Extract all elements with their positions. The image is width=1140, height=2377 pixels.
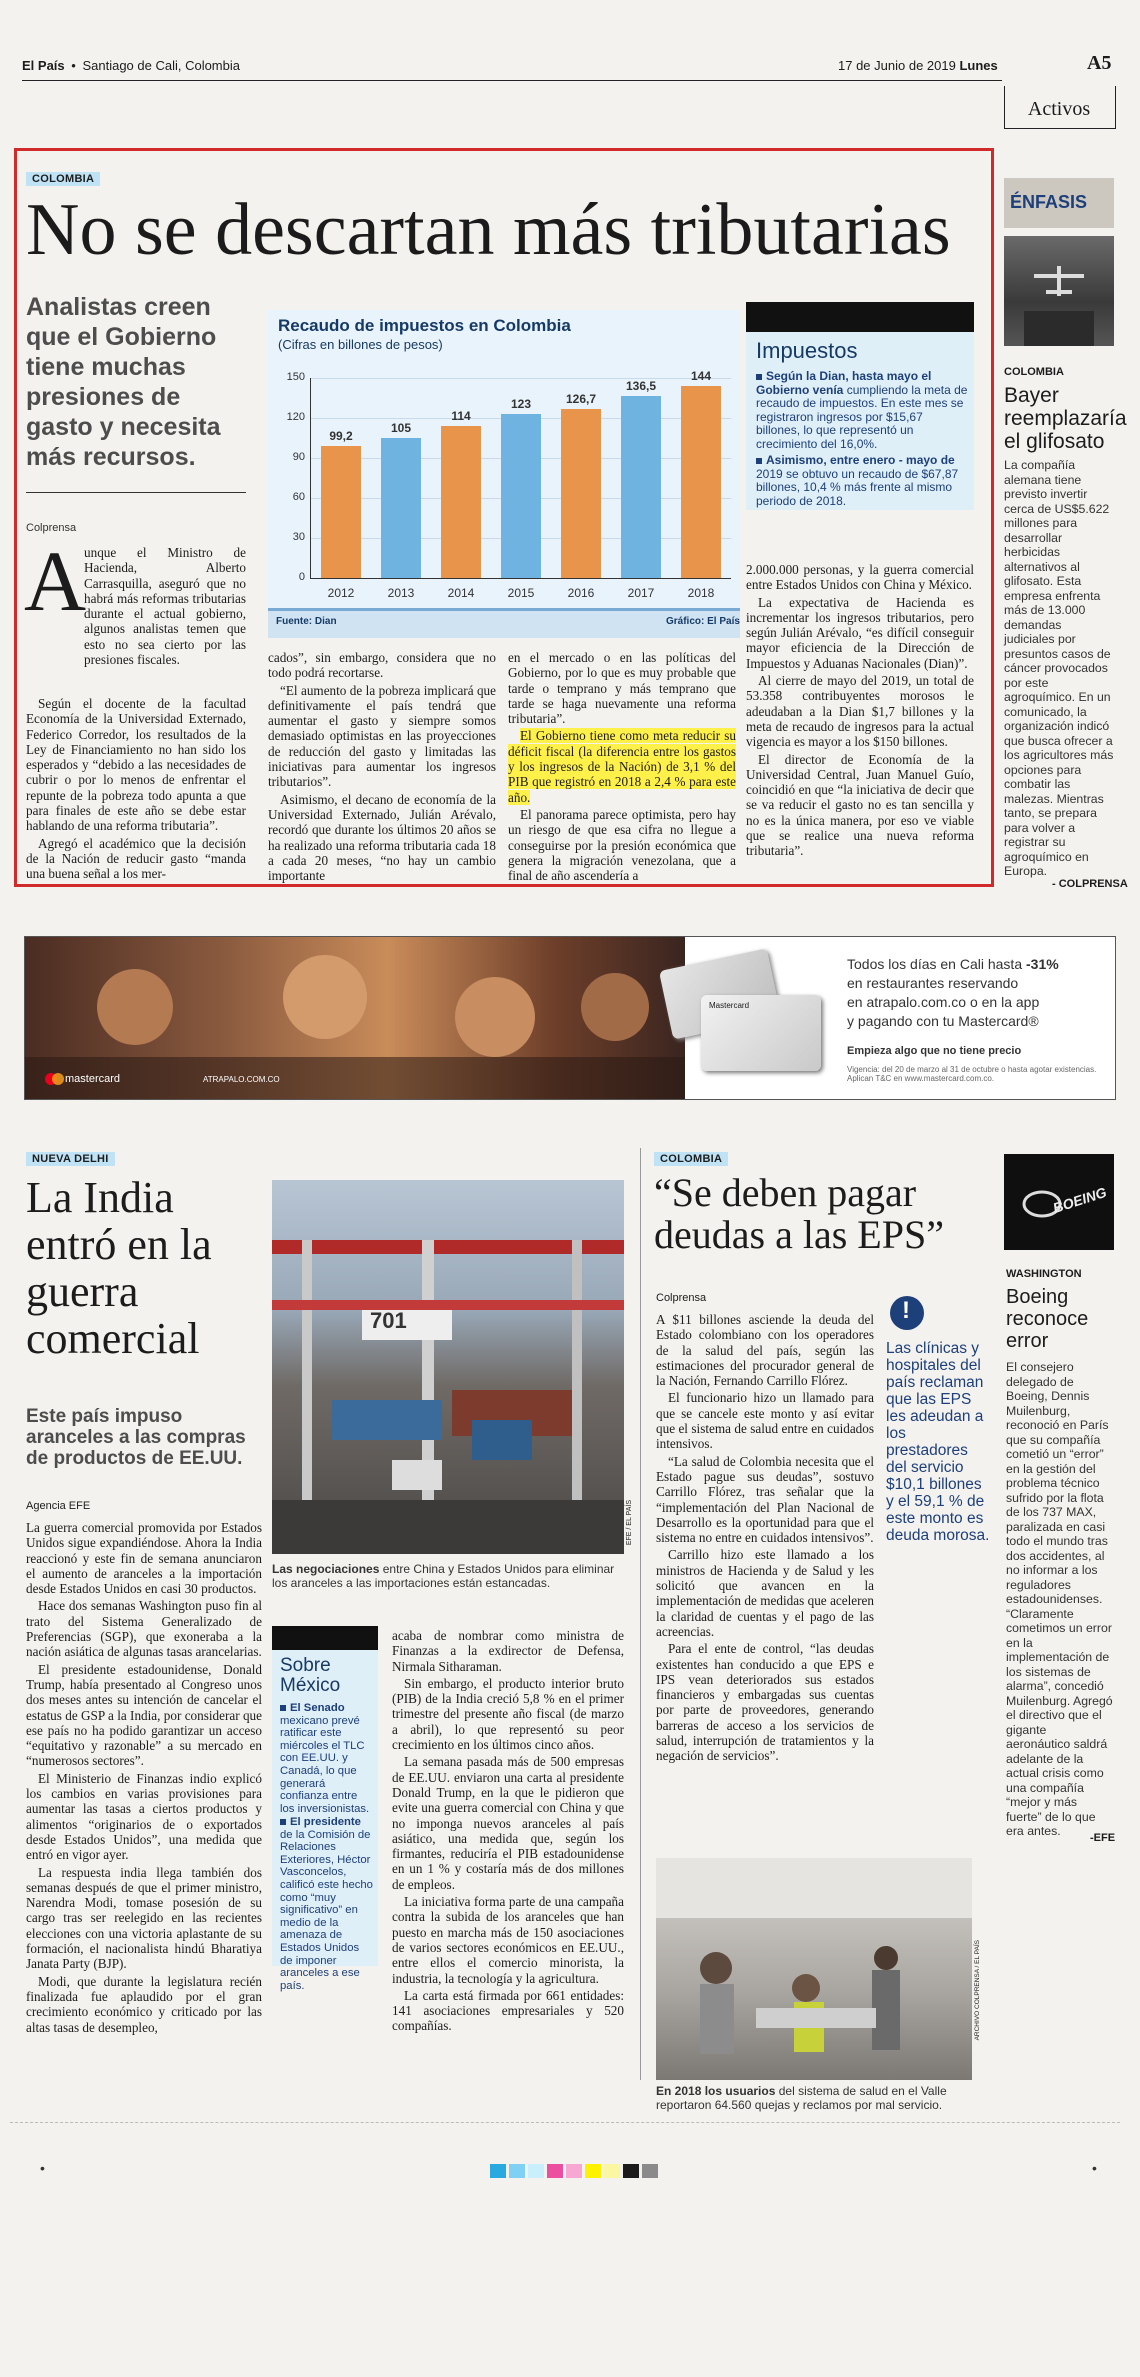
x-tick-label: 2018 xyxy=(687,586,715,600)
paragraph: Agregó el académico que la decisión de la Nación de reducir gasto “manda una buena señal a los mer- xyxy=(26,835,246,882)
ad-tagline: Empieza algo que no tiene precio xyxy=(847,1045,1022,1057)
color-swatch xyxy=(623,2164,639,2178)
boeing-tag: WASHINGTON xyxy=(1006,1268,1082,1280)
color-swatch xyxy=(604,2164,620,2178)
y-tick-label: 150 xyxy=(286,371,305,383)
advertisement[interactable] xyxy=(24,936,1116,1100)
color-swatch xyxy=(566,2164,582,2178)
paragraph: El panorama parece optimista, pero hay un riesgo de que esa cifra no llegue a conseguirse por la presión económica que genera la migración venezolana, que a final de año ascendería a xyxy=(508,806,736,884)
registration-mark: • xyxy=(40,2160,45,2176)
bar xyxy=(561,409,601,578)
chart-plot-area xyxy=(286,369,731,600)
color-registration-bar xyxy=(490,2164,658,2178)
ad-copy: Todos los días en Cali hasta -31% en restaurantes reservando en atrapalo.com.co o en la app y pagando con tu Mastercard® xyxy=(847,956,1059,1029)
x-tick-label: 2017 xyxy=(627,586,655,600)
date: 17 de Junio de 2019 xyxy=(838,58,956,73)
india-column-2: acaba de nombrar como ministra de Finanzas a la exdirector de Defensa, Nirmala Sitharaman. Sin embargo, el producto interior bruto (PIB) de la India creció 5,8 % en el primer trimestre del presente año fiscal (de marzo a abril), lo que representó su peor crecimiento en los últimos cinco años. La semana pasada más de 500 empresas de EE.UU. enviaron una carta al presidente Donald Trump, en la que le pidieron que evite una guerra comercial con China y que no imponga nuevos aranceles al país asiático, una medida que, según los firmantes, reduciría el PIB estadounidense en un 1 % y costaría más de dos millones de empleos. La iniciativa forma parte de una campaña contra la subida de los aranceles que han puesto en marcha más de 150 asociaciones de varios sectores económicos en EE.UU., entre ellos el comercio minorista, la industria, la tecnología y la agricultura. La carta está firmada por 661 entidades: 141 asociaciones empresariales y 520 compañías. xyxy=(392,1628,624,2034)
impuestos-box xyxy=(746,302,974,510)
exclamation-icon: ! xyxy=(890,1296,924,1330)
x-tick-label: 2015 xyxy=(507,586,535,600)
article-column-4 xyxy=(746,562,974,861)
color-swatch xyxy=(585,2164,601,2178)
bar-value-label: 126,7 xyxy=(565,392,597,407)
bar-value-label: 99,2 xyxy=(329,428,353,443)
column-divider xyxy=(640,1148,641,2080)
y-tick-label: 60 xyxy=(292,491,305,503)
subhead: Analistas creen que el Gobierno tiene muchas presiones de gasto y necesita más recursos. xyxy=(26,293,221,471)
card-brand: Mastercard xyxy=(709,1001,750,1010)
subhead-rule xyxy=(26,492,246,493)
boeing-body: El consejero delegado de Boeing, Dennis Muilenburg, reconoció en París que su compañía cometió un “error” en la gestión del problema técnico sufrido por la flota de los 737 MAX, paralizada en casi todo el mundo tras dos accidentes, al no informar a los reguladores estadounidenses. “Claramente cometimos un error en la implementación de los sistemas de alarma”, concedió Muilenburg. Agregó el directivo que el gigante aeronáutico saldrá adelante de la actual crisis como una compañía “mejor y más fuerte” de lo que era antes. xyxy=(1006,1360,1113,1838)
eps-column: A $11 billones asciende la deuda del Estado colombiano con los operadores de la salud del país, según las estimaciones del procurador general de la Nación, Fernando Carrillo Flórez. El funcionario hizo un llamado para que se cancele este monto y así evitar que el sistema de salud entre en cuidados intensivos. “La salud de Colombia necesita que el Estado pague sus deudas”, sostuvo Carrillo Flórez, tras señalar que la “implementación del Plan Nacional de Desarrollo es la oportunidad para que el sistema no entre en cuidados intensivos”. Carrillo hizo este llamado a los ministros de Hacienda y de Salud y les solicitó que avancen en la implementación de medidas que aceleren la claridad de cuentas y el pago de las acreencias. Para el ente de control, “las deudas existentes han conducido a que EPS e IPS vean deteriorados sus estados financieros y embargadas sus cuentas por parte de proveedores, generando barreras de acceso a los servicios de salud, interrupción de tratamientos y la negación de servicios”. xyxy=(656,1312,874,1764)
article-column-1 xyxy=(26,696,246,884)
paragraph: en el mercado o en las políticas del Gobierno, por lo que es muy probable que tarde o temprano y más temprano que tarde se haga nuevamente una reforma tributaria”. xyxy=(508,650,736,727)
chart-subtitle: (Cifras en billones de pesos) xyxy=(278,337,443,352)
atrapalo-logo: ATRAPALO.COM.CO xyxy=(203,1075,280,1084)
boeing-logo-photo xyxy=(1004,1154,1114,1250)
plane-icon xyxy=(1004,236,1114,346)
weekday: Lunes xyxy=(959,58,998,73)
ad-fine-print: Vigencia: del 20 de marzo al 31 de octubre o hasta agotar existencias. Aplican T&C en www.mastercard.com.co. xyxy=(847,1065,1097,1083)
eps-photo xyxy=(656,1858,972,2080)
enfasis-tag: COLOMBIA xyxy=(1004,366,1064,378)
bar-value-label: 105 xyxy=(390,421,412,435)
eps-tag: COLOMBIA xyxy=(654,1152,728,1166)
india-caption: Las negociaciones entre China y Estados Unidos para eliminar los aranceles a las importaciones están estancadas. xyxy=(272,1562,615,1590)
y-tick-label: 30 xyxy=(292,531,305,543)
bullet-icon xyxy=(756,458,762,464)
registration-mark: • xyxy=(1092,2160,1097,2176)
port-cranes-illustration xyxy=(272,1180,624,1554)
mastercard-logo-text: mastercard xyxy=(65,1073,121,1085)
mexico-bullet-1: El Senado mexicano prevé ratificar este miércoles el TLC con EE.UU. y Canadá, lo que generará confianza entre los inversionistas. xyxy=(280,1702,370,1815)
paragraph: El director de Economía de la Universidad Central, Juan Manuel Guío, coincidió en que “la iniciativa de decir que se va reducir el gasto no es tan sencilla y no es la única manera, por eso ve viable que se realice una nueva reforma tributaria”. xyxy=(746,751,974,859)
bar xyxy=(501,414,541,578)
bar-value-label: 144 xyxy=(690,369,712,383)
india-byline: Agencia EFE xyxy=(26,1500,91,1512)
enfasis-photo xyxy=(1004,236,1114,346)
bar-value-label: 114 xyxy=(451,409,471,423)
section-tag: COLOMBIA xyxy=(26,172,100,186)
eps-pullquote: Las clínicas y hospitales del país reclaman que las EPS les adeudan a los prestadores del servicio $10,1 billones y el 59,1 % de este monto es deuda morosa. xyxy=(886,1340,990,1544)
trim-line xyxy=(10,2122,1120,2123)
bullet-icon xyxy=(280,1819,286,1825)
chart-source: Fuente: Dian xyxy=(276,616,337,627)
color-swatch xyxy=(490,2164,506,2178)
paragraph: Al cierre de mayo del 2019, un total de 53.358 contribuyentes morosos le adeudaban a la Dian $1,7 billones y la meta de recaudo de ingresos para la actual vigencia es mayor a los $150 billones. xyxy=(746,673,974,750)
eps-photo-credit: ARCHIVO COLPRENSA / EL PAÍS xyxy=(974,1940,981,2041)
x-tick-label: 2016 xyxy=(567,586,595,600)
byline: Colprensa xyxy=(26,522,77,534)
paragraph: cados”, sin embargo, considera que no todo podrá recortarse. xyxy=(268,650,496,681)
paragraph: La expectativa de Hacienda es incrementar los ingresos tributarios, pero según Julián Arévalo, “es difícil conseguir mayor eficiencia de la Dirección de Impuestos y Aduanas Nacionales (Dian)”. xyxy=(746,594,974,671)
india-column-1: La guerra comercial promovida por Estados Unidos sigue expandiéndose. Ahora la India reaccionó y este fin de semana anunciaron el aumento de aranceles a la importación desde Estados Unidos en casi 30 productos. Hace dos semanas Washington puso fin al trato del Sistema Generalizado de Preferencias (SGP), que exoneraba a la nación asiática de algunas tasas arancelarias. El presidente estadounidense, Donald Trump, había presentado al Congreso unos dos meses antes su intención de cancelar el estatus de GSP a la India, por considerar que ese país no ha podido garantizar un acceso “equitativo y razonable” a su mercado en “numerosos sectores”. El Ministerio de Finanzas indio explicó los cambios en varias provisiones para aumentar las tasas a ciertos productos y alimentos “originarios de o exportados desde Estados Unidos”, una medida que entró en vigor ayer. La respuesta india llega también dos semanas después de que el primer ministro, Narendra Modi, tomase posesión de su cargo tras ser reelegido en las recientes elecciones con una victoria aplastante de su formación, el nacionalista hindú Bharatiya Janata Party (BJP). Modi, que durante la legislatura recién finalizada fue aplaudido por el gran crecimiento económico y criticado por las altas tasas de desempleo, xyxy=(26,1520,262,2035)
bar xyxy=(441,426,481,578)
x-tick-label: 2014 xyxy=(447,586,475,600)
india-headline: La India entró en la guerra comercial xyxy=(26,1173,212,1363)
color-swatch xyxy=(509,2164,525,2178)
mexico-bullet-2: El presidente de la Comisión de Relaciones Exteriores, Héctor Vasconcelos, calificó este hecho como “muy significativo” en medio de la amenaza de Estados Unidos de imponer aranceles a ese país. xyxy=(280,1816,373,1992)
y-tick-label: 0 xyxy=(298,571,305,583)
article-column-3 xyxy=(508,650,736,885)
india-subhead: Este país impuso aranceles a las compras de productos de EE.UU. xyxy=(26,1406,246,1469)
chart-credit: Gráfico: El País xyxy=(666,616,740,627)
paragraph: Asimismo, el decano de economía de la Universidad Externado, Julián Arévalo, recordó que durante los últimos 20 años se ha realizado una reforma tributaria cada 18 a cada 20 meses, “no hay un cambio importante xyxy=(268,791,496,884)
eps-caption: En 2018 los usuarios del sistema de salud en el Valle reportaron 64.560 quejas y reclamos por mal servicio. xyxy=(656,2084,947,2112)
bullet-icon xyxy=(280,1705,286,1711)
bar-value-label: 136,5 xyxy=(625,379,657,393)
x-tick-label: 2013 xyxy=(387,586,415,600)
color-swatch xyxy=(547,2164,563,2178)
page-number: A5 xyxy=(1087,52,1112,74)
section-name: Activos xyxy=(1027,98,1091,120)
paragraph: 2.000.000 personas, y la guerra comercial entre Estados Unidos con China y México. xyxy=(746,562,974,593)
bar-value-label: 123 xyxy=(510,397,532,411)
ad-photo xyxy=(25,937,685,1099)
boeing-credit: -EFE xyxy=(1090,1832,1116,1844)
y-tick-label: 120 xyxy=(286,411,305,423)
paragraph: Según el docente de la facultad Economía de la Universidad Externado, Federico Corredor, los resultados de la Ley de Financiamiento no han sido los esperados y “debido a las necesidades de cubrir o por lo menos de enfrentar el repunte de la pobreza todo apunta a que para finales de este año se debe estar hablando de una reforma tributaria”. xyxy=(26,696,246,834)
highlighted-text: El Gobierno tiene como meta reducir su déficit fiscal (la diferencia entre los gastos y los ingresos de la Nación) de 3,1 % del PIB que registró en 2018 a 2,4 % para este año. xyxy=(508,728,736,805)
page-header: El País • Santiago de Cali, Colombia xyxy=(22,58,240,73)
card-image xyxy=(701,995,821,1071)
bullet-icon xyxy=(756,374,762,380)
boeing-logo-text: BOEING xyxy=(1050,1183,1109,1217)
brand: El País xyxy=(22,58,65,73)
bar xyxy=(681,386,721,578)
x-tick-label: 2012 xyxy=(327,586,355,600)
paragraph: “El aumento de la pobreza implicará que definitivamente el país tendrá que aumentar el gasto y siempre somos demasiado optimistas en las proyecciones de reducción del gasto y limitadas las iniciativas para aumentar los ingresos tributarios”. xyxy=(268,682,496,790)
discount: -31% xyxy=(1026,956,1059,972)
enfasis-body: La compañía alemana tiene previsto invertir cerca de US$5.622 millones para desarrollar herbicidas alternativos al glifosato. Esta empresa enfrenta más de 13.000 demandas judiciales por presuntos casos de cáncer provocados por este agroquímico. En un comunicado, la organización indicó que busca ofrecer a los agricultores más opciones para combatir las malezas. Mientras tanto, se prepara para volver a registrar su agroquímico en Europa. xyxy=(1004,458,1114,878)
mexico-title: Sobre México xyxy=(280,1655,341,1696)
impuestos-title: Impuestos xyxy=(756,338,858,363)
place: Santiago de Cali, Colombia xyxy=(82,58,240,73)
bar xyxy=(321,446,361,578)
chart-title: Recaudo de impuestos en Colombia xyxy=(278,316,571,335)
headline: No se descartan más tributarias xyxy=(26,189,951,271)
mexico-box xyxy=(272,1626,378,1992)
article-column-2 xyxy=(268,650,496,885)
drop-cap: A xyxy=(24,533,87,629)
enfasis-headline: Bayer reemplazaría el glifosato xyxy=(1004,384,1127,453)
india-photo xyxy=(272,1180,624,1554)
india-tag: NUEVA DELHI xyxy=(26,1152,115,1166)
chart xyxy=(268,310,740,635)
date-line xyxy=(838,58,998,73)
color-swatch xyxy=(528,2164,544,2178)
bar xyxy=(381,438,421,578)
header-rule xyxy=(22,80,1002,81)
eps-byline: Colprensa xyxy=(656,1292,707,1304)
impuestos-bullet-2: Asimismo, entre enero - mayo de 2019 se obtuvo un recaudo de $67,87 billones, 10,4 % más frente al mismo periodo de 2018. xyxy=(756,453,959,508)
enfasis-credit: - COLPRENSA xyxy=(1052,878,1128,890)
enfasis-label: ÉNFASIS xyxy=(1010,192,1088,212)
color-swatch xyxy=(642,2164,658,2178)
impuestos-bullet-1: Según la Dian, hasta mayo el Gobierno venía cumpliendo la meta de recaudo de impuestos. En este mes se registraron ingresos por $15,67 billones, lo que representó un crecimiento del 16,0%. xyxy=(756,369,968,451)
photo-sign: 701 xyxy=(370,1308,407,1333)
eps-headline: “Se deben pagar deudas a las EPS” xyxy=(654,1170,944,1257)
india-photo-credit: EFE / EL PAÍS xyxy=(626,1500,633,1546)
bar xyxy=(621,396,661,578)
boeing-headline: Boeing reconoce error xyxy=(1006,1286,1089,1352)
hospital-illustration xyxy=(656,1858,972,2080)
impuestos-box-bar xyxy=(746,302,974,332)
ad-people-illustration xyxy=(25,937,685,1099)
col1-lead: unque el Ministro de Hacienda, Alberto Carrasquilla, aseguró que no habrá más reformas tributarias durante el actual gobierno, algunos analistas temen que esto no sea cierto por las presiones fiscales. xyxy=(84,545,246,668)
y-tick-label: 90 xyxy=(292,451,305,463)
